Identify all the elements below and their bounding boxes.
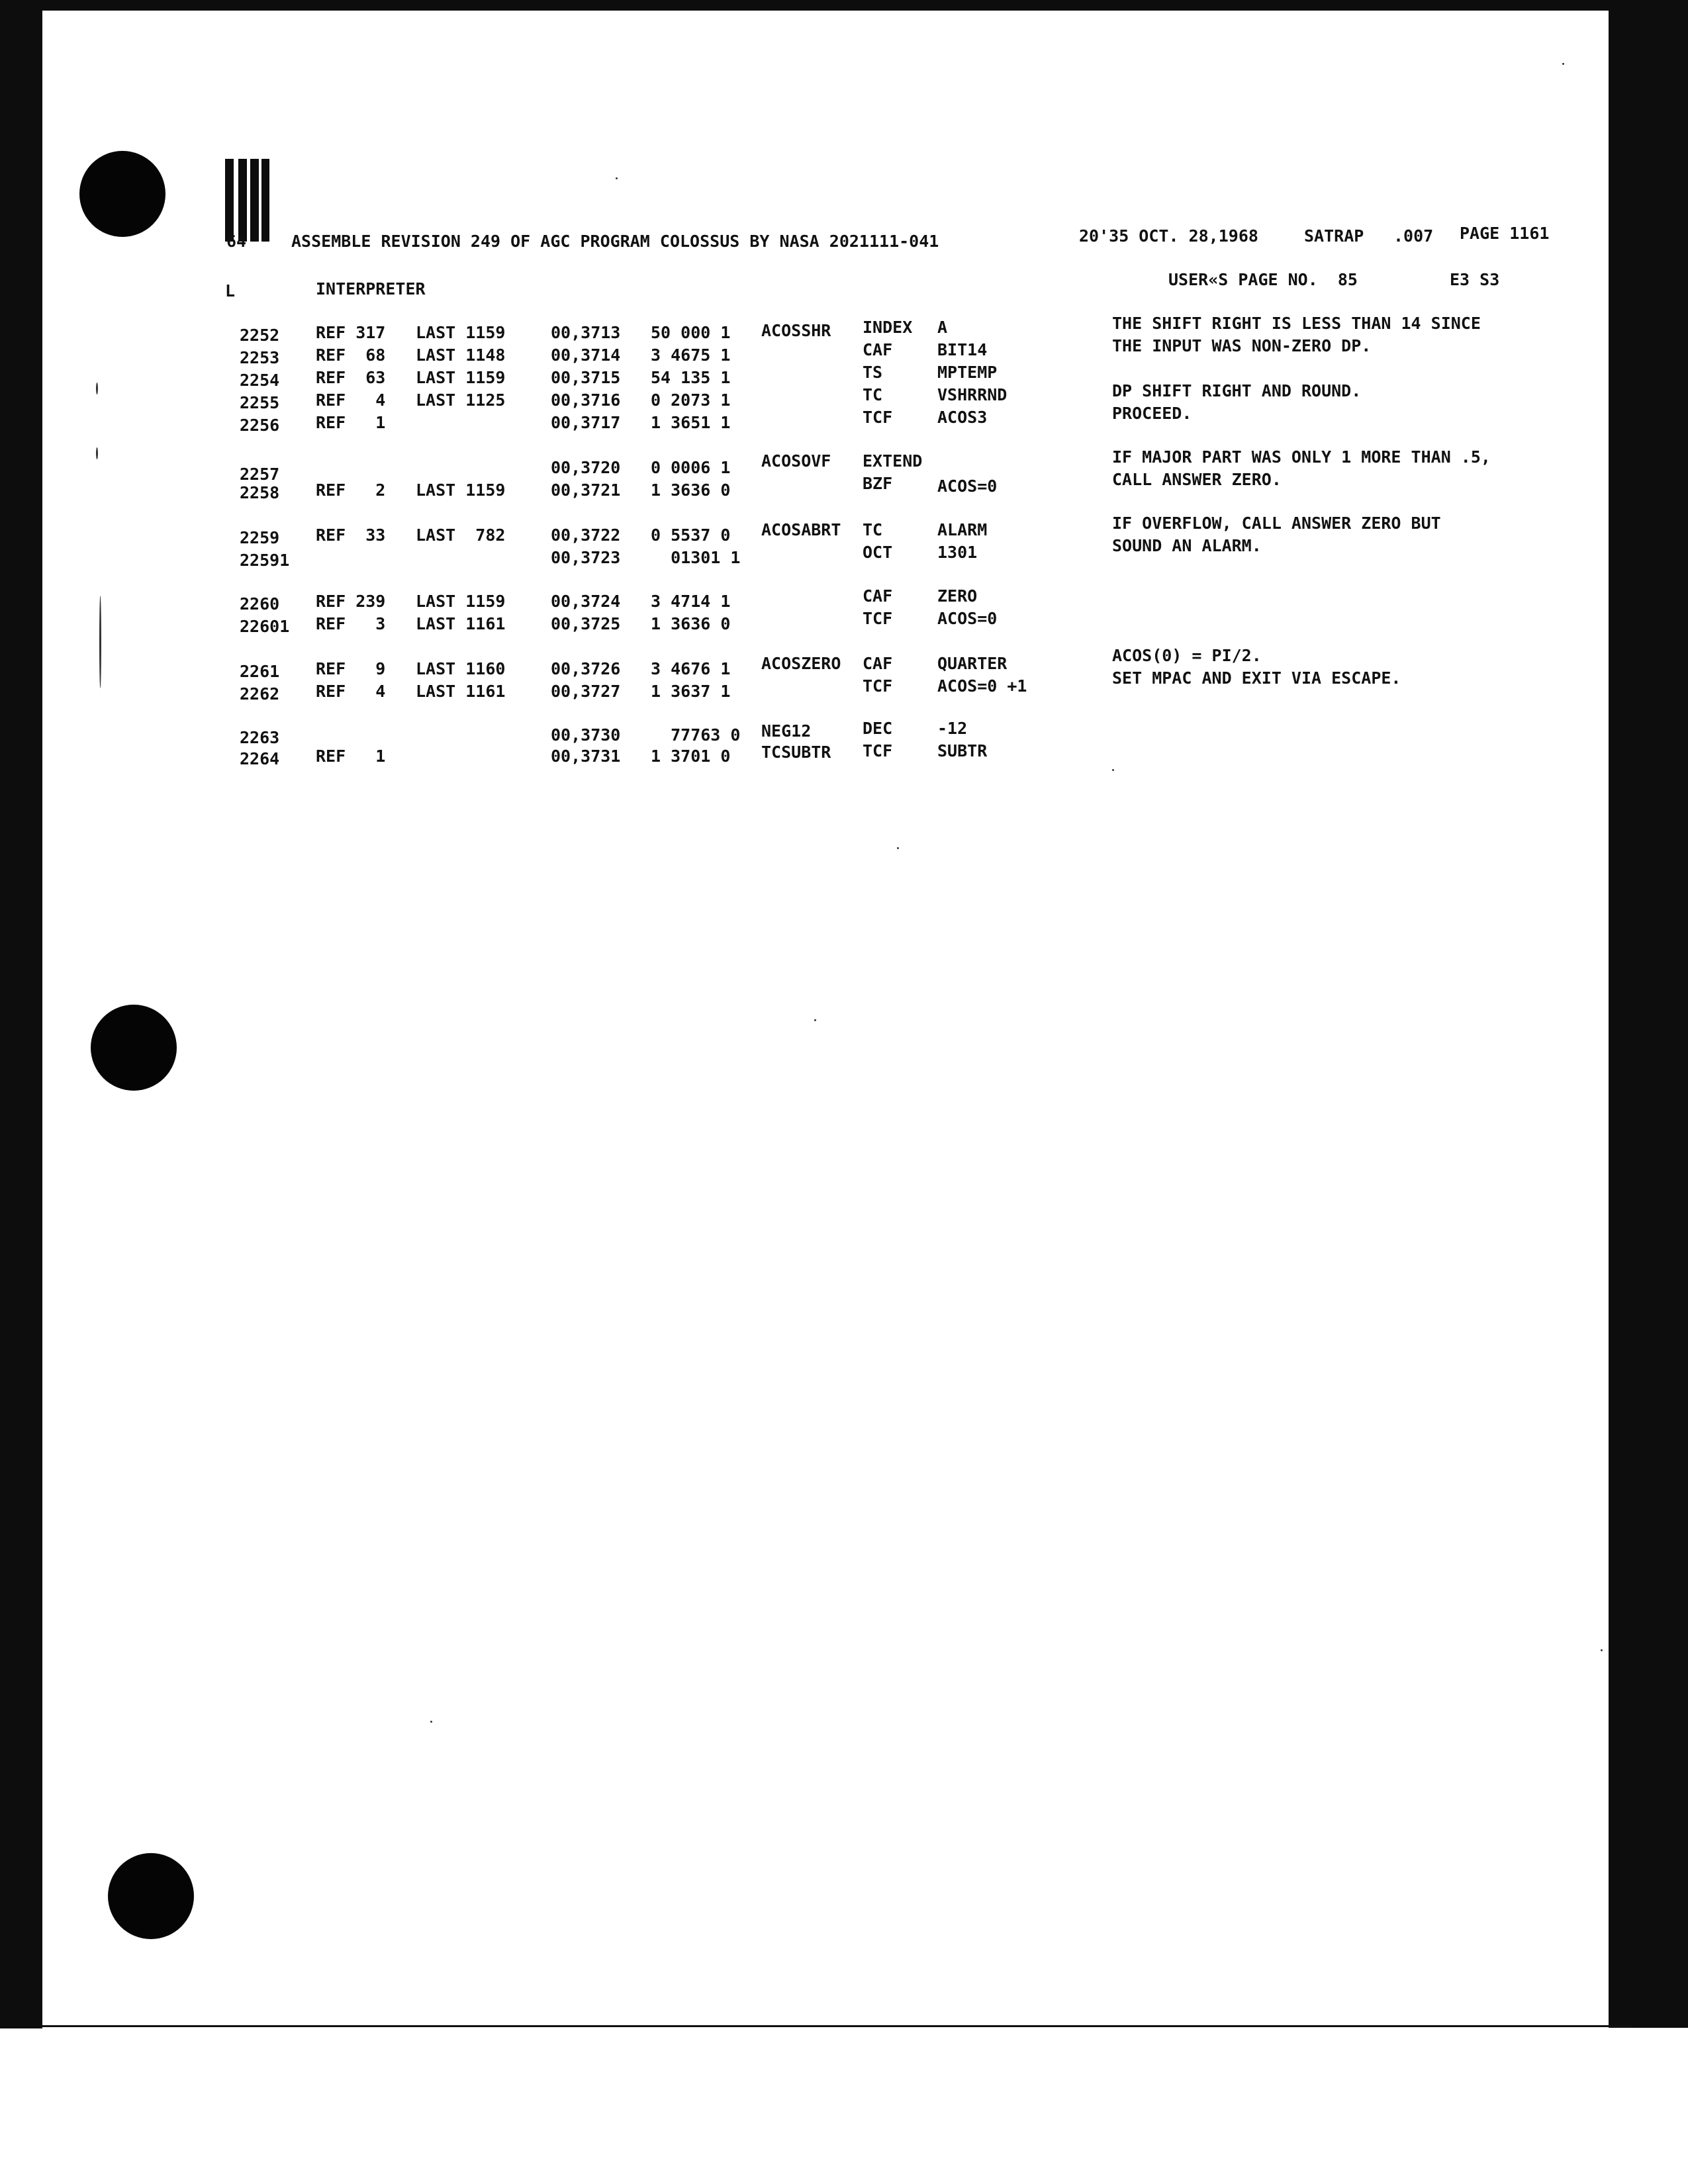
opcode: TC bbox=[863, 385, 883, 404]
octal-value: 1 3701 0 bbox=[651, 747, 731, 766]
scan-speck bbox=[1562, 63, 1564, 65]
scan-speck bbox=[1112, 769, 1114, 771]
label: ACOSABRT bbox=[761, 520, 841, 539]
address: 00,3723 bbox=[551, 548, 621, 567]
operand: ALARM bbox=[937, 520, 988, 539]
operand: QUARTER bbox=[937, 654, 1008, 673]
scan-speck bbox=[96, 383, 98, 394]
header-code: E3 S3 bbox=[1450, 270, 1500, 289]
comment-line: THE SHIFT RIGHT IS LESS THAN 14 SINCE bbox=[1112, 314, 1481, 333]
line-number: 2261 bbox=[240, 662, 280, 681]
scan-border-left bbox=[0, 0, 42, 2028]
opcode: CAF bbox=[863, 654, 893, 673]
line-number: 2254 bbox=[240, 371, 280, 390]
address: 00,3725 bbox=[551, 614, 621, 633]
octal-value: 50 000 1 bbox=[651, 323, 731, 342]
octal-value: 0 2073 1 bbox=[651, 390, 731, 410]
ref-count: REF 33 bbox=[316, 525, 386, 545]
comment-line: CALL ANSWER ZERO. bbox=[1112, 470, 1282, 489]
operand: VSHRRND bbox=[937, 385, 1008, 404]
scan-speck bbox=[1601, 1649, 1603, 1651]
comment-line: SOUND AN ALARM. bbox=[1112, 536, 1262, 555]
scan-speck bbox=[897, 847, 899, 849]
address: 00,3724 bbox=[551, 592, 621, 611]
user-page-number: USER«S PAGE NO. 85 bbox=[1168, 270, 1358, 289]
opcode: TCF bbox=[863, 609, 893, 628]
octal-value: 01301 1 bbox=[651, 548, 741, 567]
comment-line: SET MPAC AND EXIT VIA ESCAPE. bbox=[1112, 668, 1401, 688]
octal-value: 1 3636 0 bbox=[651, 614, 731, 633]
opcode: TCF bbox=[863, 676, 893, 696]
last-ref: LAST 1159 bbox=[416, 368, 506, 387]
line-number: 2255 bbox=[240, 393, 280, 412]
address: 00,3717 bbox=[551, 413, 621, 432]
opcode: OCT bbox=[863, 543, 893, 562]
ref-count: REF 3 bbox=[316, 614, 386, 633]
operand: ACOS=0 bbox=[937, 477, 998, 496]
operand: ACOS3 bbox=[937, 408, 988, 427]
line-number: 2262 bbox=[240, 684, 280, 704]
octal-value: 0 0006 1 bbox=[651, 458, 731, 477]
comment-line: DP SHIFT RIGHT AND ROUND. bbox=[1112, 381, 1362, 400]
scan-speck bbox=[99, 596, 101, 688]
ref-count: REF 9 bbox=[316, 659, 386, 678]
last-ref: LAST 1125 bbox=[416, 390, 506, 410]
comment-line: ACOS(0) = PI/2. bbox=[1112, 646, 1262, 665]
line-number: 2263 bbox=[240, 728, 280, 747]
opcode: TC bbox=[863, 520, 883, 539]
opcode: DEC bbox=[863, 719, 893, 738]
scan-border-right bbox=[1609, 9, 1688, 2028]
operand: MPTEMP bbox=[937, 363, 998, 382]
operand: ACOS=0 bbox=[937, 609, 998, 628]
scan-speck bbox=[616, 177, 618, 179]
address: 00,3715 bbox=[551, 368, 621, 387]
last-ref: LAST 1159 bbox=[416, 592, 506, 611]
comment-line: IF MAJOR PART WAS ONLY 1 MORE THAN .5, bbox=[1112, 447, 1491, 467]
octal-value: 3 4714 1 bbox=[651, 592, 731, 611]
opcode: EXTEND bbox=[863, 451, 923, 471]
operand: 1301 bbox=[937, 543, 978, 562]
line-number: 2252 bbox=[240, 326, 280, 345]
address: 00,3727 bbox=[551, 682, 621, 701]
address: 00,3730 bbox=[551, 725, 621, 745]
ref-count: REF 239 bbox=[316, 592, 386, 611]
header-timestamp: 20'35 OCT. 28,1968 bbox=[1079, 226, 1258, 246]
operand: SUBTR bbox=[937, 741, 988, 760]
ref-count: REF 68 bbox=[316, 345, 386, 365]
ref-count: REF 63 bbox=[316, 368, 386, 387]
operand: ZERO bbox=[937, 586, 978, 606]
header-user-num: .007 bbox=[1393, 226, 1434, 246]
comment-line: THE INPUT WAS NON-ZERO DP. bbox=[1112, 336, 1372, 355]
comment-line: IF OVERFLOW, CALL ANSWER ZERO BUT bbox=[1112, 514, 1441, 533]
opcode: BZF bbox=[863, 474, 893, 493]
ref-count: REF 317 bbox=[316, 323, 386, 342]
label: ACOSZERO bbox=[761, 654, 841, 673]
last-ref: LAST 1161 bbox=[416, 682, 506, 701]
octal-value: 54 135 1 bbox=[651, 368, 731, 387]
line-number: 22601 bbox=[240, 617, 290, 636]
scan-speck bbox=[96, 447, 98, 459]
opcode: CAF bbox=[863, 586, 893, 606]
scan-border-top bbox=[0, 0, 1688, 11]
header-page: PAGE 1161 bbox=[1460, 224, 1550, 243]
octal-value: 3 4676 1 bbox=[651, 659, 731, 678]
address: 00,3721 bbox=[551, 480, 621, 500]
header-user: SATRAP bbox=[1304, 226, 1364, 246]
octal-value: 3 4675 1 bbox=[651, 345, 731, 365]
address: 00,3713 bbox=[551, 323, 621, 342]
section-title: INTERPRETER bbox=[316, 279, 426, 298]
operand: A bbox=[937, 318, 948, 337]
scan-speck bbox=[814, 1019, 816, 1021]
ref-count: REF 4 bbox=[316, 390, 386, 410]
line-number: 2264 bbox=[240, 749, 280, 768]
section-marker: L bbox=[225, 281, 236, 300]
last-ref: LAST 1159 bbox=[416, 480, 506, 500]
opcode: TCF bbox=[863, 741, 893, 760]
last-ref: LAST 1161 bbox=[416, 614, 506, 633]
last-ref: LAST 1160 bbox=[416, 659, 506, 678]
octal-value: 1 3651 1 bbox=[651, 413, 731, 432]
operand: -12 bbox=[937, 719, 968, 738]
address: 00,3726 bbox=[551, 659, 621, 678]
line-number: 2259 bbox=[240, 528, 280, 547]
label: TCSUBTR bbox=[761, 743, 831, 762]
barcode-mark bbox=[225, 159, 271, 242]
line-number: 2258 bbox=[240, 483, 280, 502]
header-mark: 64 bbox=[226, 232, 247, 251]
header-title: ASSEMBLE REVISION 249 OF AGC PROGRAM COLOSSUS BY NASA 2021111-041 bbox=[291, 232, 939, 251]
punch-hole-top bbox=[79, 151, 165, 237]
operand: ACOS=0 +1 bbox=[937, 676, 1027, 696]
last-ref: LAST 782 bbox=[416, 525, 506, 545]
punch-hole-middle bbox=[91, 1005, 177, 1091]
octal-value: 1 3636 0 bbox=[651, 480, 731, 500]
address: 00,3720 bbox=[551, 458, 621, 477]
octal-value: 1 3637 1 bbox=[651, 682, 731, 701]
punch-hole-bottom bbox=[108, 1853, 194, 1939]
paper-edge-line bbox=[42, 2025, 1631, 2027]
last-ref: LAST 1148 bbox=[416, 345, 506, 365]
ref-count: REF 2 bbox=[316, 480, 386, 500]
address: 00,3731 bbox=[551, 747, 621, 766]
operand: BIT14 bbox=[937, 340, 988, 359]
ref-count: REF 1 bbox=[316, 413, 386, 432]
address: 00,3722 bbox=[551, 525, 621, 545]
address: 00,3716 bbox=[551, 390, 621, 410]
line-number: 2253 bbox=[240, 348, 280, 367]
opcode: TS bbox=[863, 363, 883, 382]
label: ACOSOVF bbox=[761, 451, 831, 471]
ref-count: REF 1 bbox=[316, 747, 386, 766]
comment-line: PROCEED. bbox=[1112, 404, 1192, 423]
line-number: 2256 bbox=[240, 416, 280, 435]
opcode: TCF bbox=[863, 408, 893, 427]
label: ACOSSHR bbox=[761, 321, 831, 340]
address: 00,3714 bbox=[551, 345, 621, 365]
last-ref: LAST 1159 bbox=[416, 323, 506, 342]
line-number: 22591 bbox=[240, 551, 290, 570]
octal-value: 0 5537 0 bbox=[651, 525, 731, 545]
opcode: INDEX bbox=[863, 318, 913, 337]
line-number: 2257 bbox=[240, 465, 280, 484]
octal-value: 77763 0 bbox=[651, 725, 741, 745]
line-number: 2260 bbox=[240, 594, 280, 614]
ref-count: REF 4 bbox=[316, 682, 386, 701]
scan-speck bbox=[430, 1721, 432, 1723]
opcode: CAF bbox=[863, 340, 893, 359]
label: NEG12 bbox=[761, 721, 812, 741]
